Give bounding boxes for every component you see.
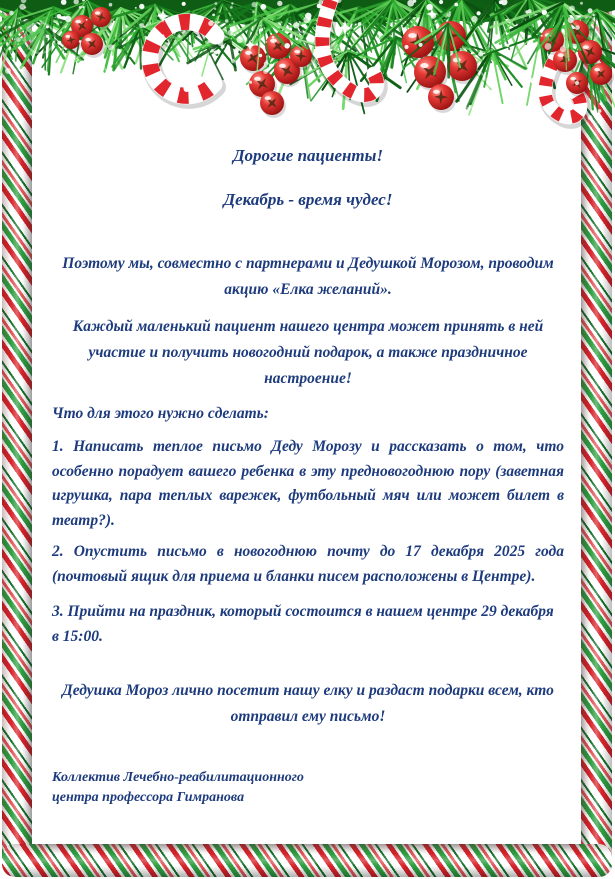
letter-content — [32, 146, 581, 879]
signature-line-2: центра профессора Гимранова — [52, 790, 245, 805]
intro-paragraph-participation: Каждый маленький пациент нашего центра может принять в ней участие и получить новогодний подарок, а также праздничное настроение! — [72, 318, 544, 387]
candy-stripe-left-border — [2, 0, 32, 876]
closing-paragraph: Дедушка Мороз лично посетит нашу елку и раздаст подарки всем, кто отправил ему письмо! — [62, 682, 554, 725]
step-write-letter: 1. Написать теплое письмо Деду Морозу и рассказать о том, что особенно порадует вашего ребенка в эту предновогоднюю пору (заветная игрушка, пара теплых варежек, футбольный мяч или может билет в театр?). — [52, 438, 564, 529]
december-heading: Декабрь - время чудес! — [223, 190, 393, 209]
steps-heading: Что для этого нужно сделать: — [52, 405, 269, 422]
step-attend-party: 3. Прийти на праздник, который состоится в нашем центре 29 декабря в 15:00. — [52, 603, 554, 645]
candy-stripe-right-border — [581, 0, 612, 876]
greeting-heading: Дорогие пациенты! — [232, 146, 384, 165]
step-mail-letter: 2. Опустить письмо в новогоднюю почту до 17 декабря 2025 года (почтовый ящик для приема и бланки писем расположены в Центре). — [52, 543, 564, 585]
intro-paragraph-campaign: Поэтому мы, совместно с партнерами и Дедушкой Морозом, проводим акцию «Елка желаний». — [62, 255, 554, 298]
letter-page — [32, 0, 581, 844]
signature-line-1: Коллектив Лечебно-реабилитационного — [52, 770, 304, 785]
signature — [52, 768, 564, 808]
